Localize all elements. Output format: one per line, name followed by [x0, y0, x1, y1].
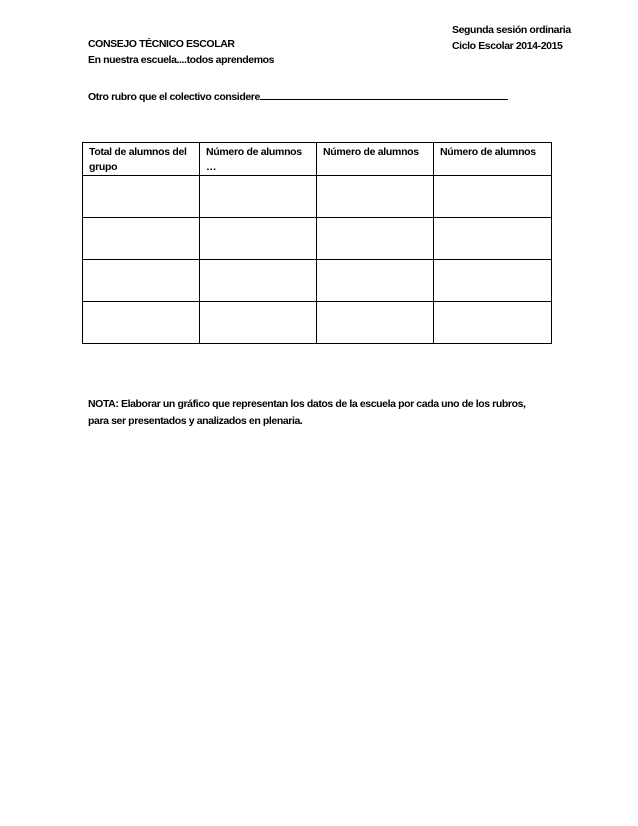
table-cell[interactable] [434, 176, 552, 218]
table-cell[interactable] [317, 302, 434, 344]
table-cell[interactable] [83, 218, 200, 260]
table-cell[interactable] [83, 260, 200, 302]
table-row [83, 302, 552, 344]
council-title: CONSEJO TÉCNICO ESCOLAR [88, 38, 235, 50]
table-cell[interactable] [434, 260, 552, 302]
council-motto: En nuestra escuela....todos aprendemos [88, 54, 275, 66]
rubro-label: Otro rubro que el colectivo considere [88, 91, 260, 103]
note-block [88, 396, 558, 430]
table-cell[interactable] [200, 176, 317, 218]
rubro-line [88, 88, 508, 105]
note-line-1: NOTA: Elaborar un gráfico que representan los datos de la escuela por cada uno de los rubros, [88, 398, 526, 410]
table-cell[interactable] [83, 176, 200, 218]
session-info [452, 22, 632, 54]
table-cell[interactable] [317, 218, 434, 260]
table-cell[interactable] [200, 218, 317, 260]
table-row [83, 218, 552, 260]
table-row [83, 260, 552, 302]
header-numero-alumnos-3: Número de alumnos [434, 143, 552, 176]
table-cell[interactable] [317, 176, 434, 218]
school-cycle: Ciclo Escolar 2014-2015 [452, 40, 563, 52]
council-info [88, 36, 274, 68]
table-cell[interactable] [83, 302, 200, 344]
session-title: Segunda sesión ordinaria [452, 24, 571, 36]
table-cell[interactable] [434, 218, 552, 260]
header-numero-alumnos-2: Número de alumnos [317, 143, 434, 176]
table-cell[interactable] [317, 260, 434, 302]
table-cell[interactable] [200, 302, 317, 344]
table-cell[interactable] [200, 260, 317, 302]
table-row [83, 176, 552, 218]
data-table [82, 142, 552, 344]
header-total-alumnos: Total de alumnos del grupo [83, 143, 200, 176]
table-header-row [83, 143, 552, 176]
header-numero-alumnos-1: Número de alumnos … [200, 143, 317, 176]
table-cell[interactable] [434, 302, 552, 344]
rubro-blank-field[interactable] [260, 88, 508, 100]
note-line-2: para ser presentados y analizados en plenaria. [88, 415, 303, 427]
